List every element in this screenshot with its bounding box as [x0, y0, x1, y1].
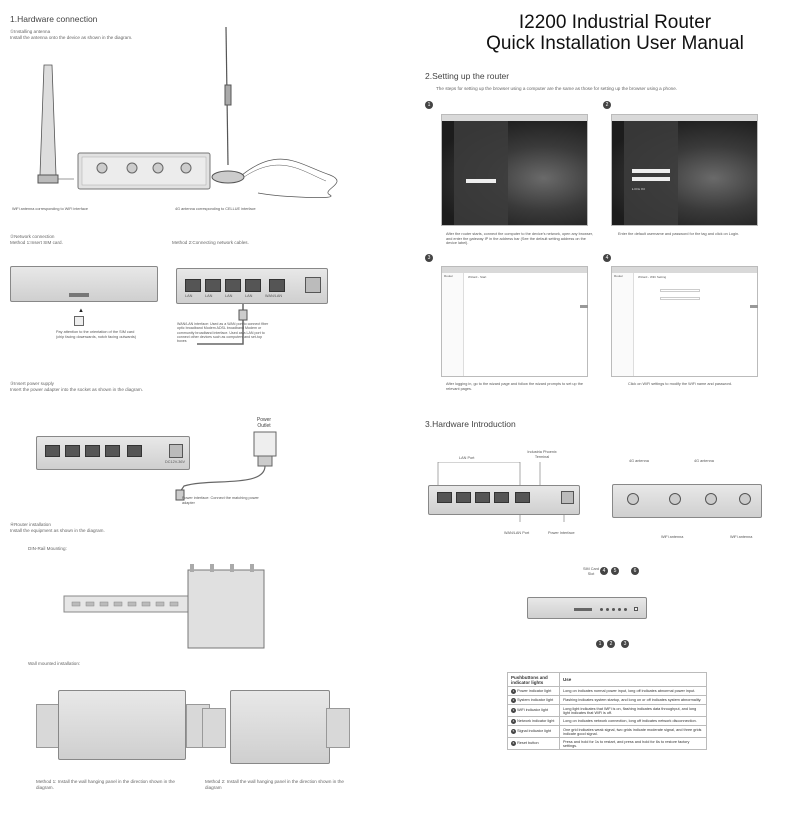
table-cell-name: Power indicator light: [517, 688, 552, 693]
table-row: [508, 687, 707, 696]
sim-note: Pay attention to the orientation of the SIM card (chip facing downwards, notch facing outwards): [56, 330, 136, 339]
step-1-caption: After the router starts, connect the computer to the device's network, open any browser, and enter the gateway IP in the address bar (See the default setting address on the device label).: [446, 232, 593, 246]
led-indicator: [600, 608, 603, 611]
sub2-method-1: Method 1:Insert SIM card.: [10, 240, 63, 245]
wifi-sidebar: [612, 273, 634, 376]
wall-bracket-right-2: [326, 708, 350, 748]
lte-antenna-label-2: 4G antenna: [694, 459, 714, 463]
lan-port-3: [475, 492, 490, 503]
callout-3: 3: [621, 640, 629, 648]
section-hardware-intro-heading: 3.Hardware Introduction: [425, 419, 516, 429]
row-number-badge: 4: [512, 718, 515, 723]
title-line-1: I2200 Industrial Router: [518, 12, 712, 33]
table-row: [508, 696, 707, 705]
din-rail-label: DIN-Rail Mounting:: [28, 546, 67, 551]
sub3-text: Insert the power adapter into the socket as shown in the diagram.: [10, 387, 144, 392]
wan-lan-port: [269, 279, 285, 292]
router-ports-view: [176, 268, 328, 304]
table-cell-name: WiFi indicator light: [517, 708, 549, 712]
table-cell-name: Network indicator light: [517, 718, 555, 723]
lan-port-4: [105, 445, 120, 457]
row-number-badge: 3: [512, 708, 515, 712]
setup-intro: The steps for setting up the browser using a computer are the same as those for setting up the browser using a phone.: [436, 86, 678, 91]
table-cell-name: Signal indicator light: [517, 729, 552, 733]
port-label: LAN: [245, 294, 253, 298]
lan-port-4: [245, 279, 261, 292]
title-line-2: Quick Installation User Manual: [486, 33, 744, 55]
lan-port-4: [494, 492, 509, 503]
power-outlet-label: Power Outlet: [256, 417, 272, 429]
table-header-cell: Use: [560, 673, 707, 687]
step-4-caption: Click on WiFi settings to modify the WiFi name and password.: [628, 382, 733, 386]
manual-title: [430, 12, 800, 55]
login-button[interactable]: L O G I N: [632, 187, 645, 191]
step-4-badge: 4: [603, 254, 611, 262]
table-row: [508, 717, 707, 726]
router-led-panel: [527, 597, 647, 619]
port-label: LAN: [225, 294, 233, 298]
din-rail-illustration: [60, 562, 270, 658]
save-button[interactable]: [750, 305, 758, 308]
gateway-field: [466, 179, 496, 183]
lan-port-2: [456, 492, 471, 503]
sub1-title: ①Installing antenna: [10, 29, 51, 34]
power-label: DC12V-36V: [165, 460, 186, 464]
router-front-panel: [428, 485, 580, 515]
step-3-caption: After logging in, go to the wizard page and follow the wizard prompts to set up the relevant pages.: [446, 382, 583, 391]
method-2-caption: Method 2: Install the wall hanging panel in the direction shown in the diagram: [205, 779, 344, 790]
step-4-screenshot: [611, 266, 758, 377]
antenna-connector: [739, 493, 751, 505]
wizard-title: Wizard - Start: [468, 275, 487, 279]
wifi-antenna-label-1: WiFi antenna: [661, 535, 684, 539]
password-field: [632, 177, 670, 181]
step-2-badge: 2: [603, 101, 611, 109]
brand-label: Router: [614, 274, 624, 278]
lan-port-1: [437, 492, 452, 503]
table-cell-use: Long on indicates network connection, long off indicates network disconnection.: [560, 717, 707, 726]
step-1-screenshot: [441, 114, 588, 226]
led-indicator: [612, 608, 615, 611]
power-socket: [561, 491, 574, 504]
callout-2: 2: [607, 640, 615, 648]
router-antenna-panel: [612, 484, 762, 518]
table-row: [508, 705, 707, 717]
username-field: [632, 169, 670, 173]
antenna-connector: [627, 493, 639, 505]
method-1-caption: Method 1: Install the wall hanging panel in the direction shown in the diagram.: [36, 779, 175, 790]
sub2-method-2: Method 2:Connecting network cables.: [172, 240, 249, 245]
step-1-badge: 1: [425, 101, 433, 109]
callout-1: 1: [596, 640, 604, 648]
indicator-table: [507, 672, 707, 750]
led-indicator: [606, 608, 609, 611]
port-label: LAN: [205, 294, 213, 298]
port-label: WAN/LAN: [265, 294, 283, 298]
lte-antenna: [212, 27, 337, 198]
wall-mount-label: Wall mounted installation:: [28, 661, 81, 666]
sub3-title: ③Insert power supply: [10, 381, 54, 386]
wall-bracket-left-1: [36, 704, 60, 748]
sim-card-icon: [74, 316, 84, 326]
sim-slot-label: SIM Card Slot: [582, 567, 600, 576]
wifi-name-field[interactable]: [660, 289, 700, 292]
port-label: LAN: [185, 294, 193, 298]
lan-port-2: [65, 445, 80, 457]
sub1-text: Install the antenna onto the device as shown in the diagram.: [10, 35, 133, 40]
wizard-sidebar: [442, 273, 464, 376]
wifi-antenna-label-2: WiFi antenna: [730, 535, 753, 539]
wifi-antenna: [38, 65, 74, 183]
step-3-screenshot: [441, 266, 588, 377]
step-2-caption: Enter the default username and password for the tag and click on Login.: [618, 232, 740, 236]
wan-port-label: WAN/LAN Port: [504, 531, 530, 535]
wifi-password-field[interactable]: [660, 297, 700, 300]
led-indicator: [618, 608, 621, 611]
antenna-illustration: [30, 25, 360, 205]
table-row: [508, 726, 707, 738]
table-cell-name: System indicator light: [517, 697, 554, 702]
table-cell-name: Reset button: [517, 741, 539, 745]
lte-antenna-label-1: 4G antenna: [629, 459, 649, 463]
next-button[interactable]: [580, 305, 588, 308]
led-indicator: [624, 608, 627, 611]
router-wall-mount-2: [230, 690, 330, 764]
lan-port-1: [185, 279, 201, 292]
row-number-badge: 2: [512, 697, 515, 702]
section-setting-up-heading: 2.Setting up the router: [425, 71, 510, 81]
row-number-badge: 6: [512, 741, 515, 745]
table-cell-use: Long light indicates that WiFi is on, flashing indicates data throughput, and long light indicates that WiFi is off.: [560, 705, 707, 717]
lan-port-1: [45, 445, 60, 457]
antenna-connector: [705, 493, 717, 505]
table-header-row: [508, 673, 707, 687]
table-cell-use: Flashing indicates system startup, and long on or off indicates system abnormality.: [560, 696, 707, 705]
wifi-page-title: Wizard - WiFi Setting: [638, 275, 667, 279]
table-cell-use: One grid indicates weak signal, two grids indicate moderate signal, and three grids indicate good signal.: [560, 726, 707, 738]
callout-4: 4: [600, 567, 608, 575]
wall-bracket-left-2: [202, 708, 226, 748]
reset-button: [634, 607, 638, 611]
sub4-title: ④Router installation: [10, 522, 51, 527]
lan-port-3: [225, 279, 241, 292]
callout-5: 5: [611, 567, 619, 575]
sim-slot: [69, 293, 89, 297]
wan-lan-port: [127, 445, 142, 457]
wifi-antenna-caption: WiFi antenna corresponding to WiFi interface: [12, 207, 88, 211]
phoenix-terminal-label: Industria Phoenix Terminal: [527, 450, 557, 459]
power-interface-label: Power Interface: [548, 531, 575, 535]
wan-lan-note: WAN/LAN interface: Used as a WAN port to connect fiber optic broadband Modem ADSL broadband Modem or community broadband interface. Used as a LAN port to connect other devices such as computers and set-top boxes: [177, 322, 269, 344]
router-wall-mount-1: [58, 690, 186, 760]
lan-port-2: [205, 279, 221, 292]
power-note: Power interface: Connect the matching power adapter: [182, 496, 259, 505]
sub2-title: ②Network connection: [10, 234, 55, 239]
section-hardware-connection-heading: 1.Hardware connection: [10, 14, 98, 24]
callout-6: 6: [631, 567, 639, 575]
router-side-view: [10, 266, 158, 302]
table-cell-use: Press and hold for 1s to restart, and press and hold for 6s to restore factory settings.: [560, 738, 707, 750]
sim-card-slot: [574, 608, 592, 611]
table-cell-use: Long on indicates normal power input, long off indicates abnormal power input.: [560, 687, 707, 696]
arrow-up-icon: ▲: [78, 308, 84, 314]
row-number-badge: 1: [512, 688, 515, 693]
power-socket: [305, 277, 321, 293]
router-power-view: [36, 436, 190, 470]
router-front-view: [78, 153, 210, 189]
antenna-connector: [669, 493, 681, 505]
wan-lan-port: [515, 492, 530, 503]
table-header-cell: Pushbuttons and indicator lights: [508, 673, 560, 687]
table-row: [508, 738, 707, 750]
step-3-badge: 3: [425, 254, 433, 262]
lan-port-label: LAN Port: [459, 456, 475, 460]
brand-label: Router: [444, 274, 454, 278]
sub4-text: Install the equipment as shown in the diagram.: [10, 528, 105, 533]
lan-port-3: [85, 445, 100, 457]
lte-antenna-caption: 4G antenna corresponding to CELLUE interface: [175, 207, 256, 211]
step-2-screenshot: [611, 114, 758, 226]
row-number-badge: 5: [512, 729, 515, 733]
